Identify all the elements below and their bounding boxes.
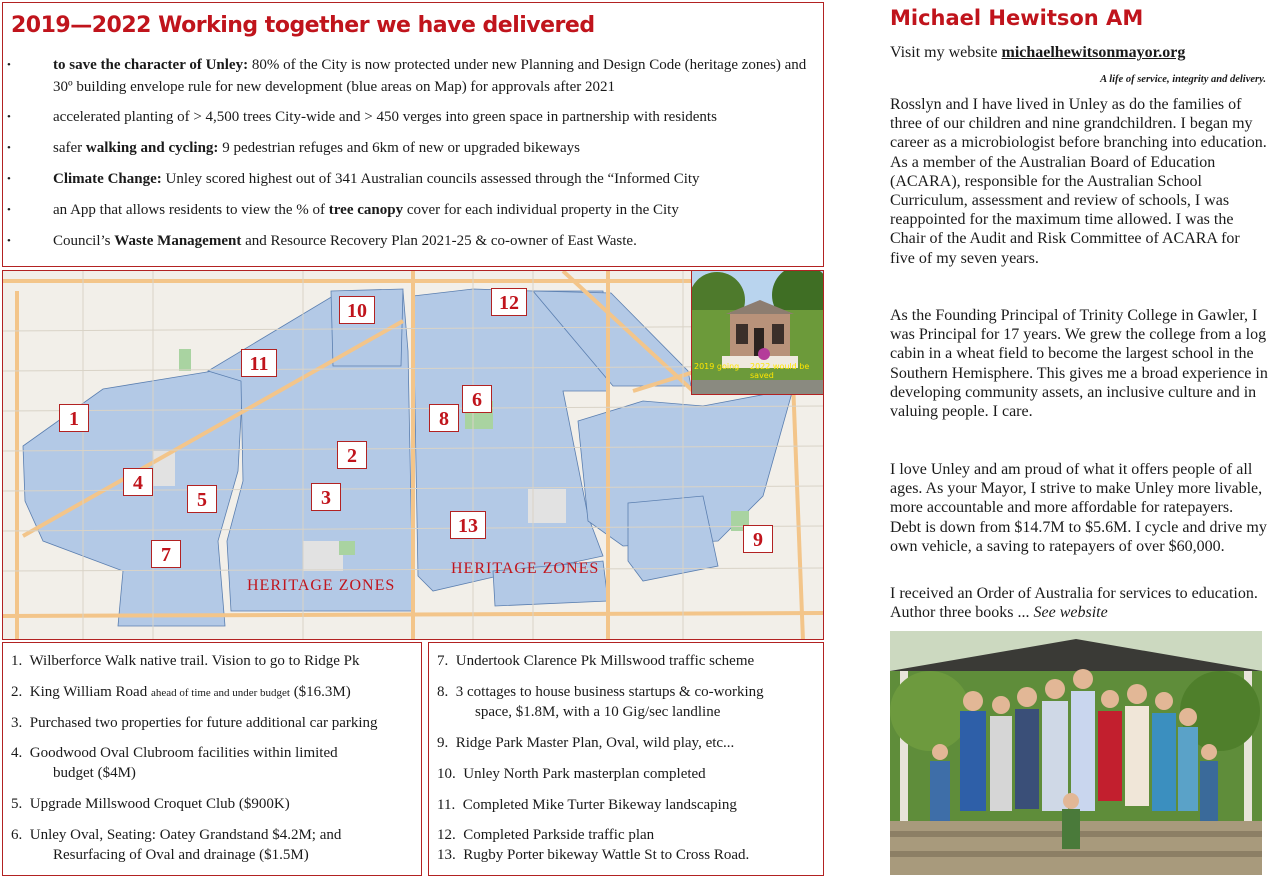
achievement-text: an App that allows residents to view the % of xyxy=(53,202,329,218)
inset-caption-after: 2022 would be saved xyxy=(750,362,810,380)
map-marker-2: 2 xyxy=(337,441,367,469)
bio-paragraph-2: As the Founding Principal of Trinity College in Gawler, I was Principal for 17 years. We grew the college from a log cabin in a wheat field to become the largest school in the Southern Hemisphere. This gives me a broad experience in developing community assets, an inclusive culture and in valuing people. I care. xyxy=(890,307,1268,421)
achievement-text: Council’s xyxy=(53,233,115,249)
family-photo-illustration xyxy=(890,631,1262,875)
cottage-photo-inset xyxy=(691,270,824,395)
achievement-lead: Climate Change: xyxy=(53,171,162,187)
project-item: 12. Completed Parkside traffic plan xyxy=(437,827,655,843)
bullet: • xyxy=(7,235,11,247)
candidate-profile xyxy=(884,0,1270,878)
bullet: • xyxy=(7,142,11,154)
tagline: A life of service, integrity and delivery. xyxy=(1100,74,1266,85)
achievement-text: cover for each individual property in the City xyxy=(403,202,679,218)
project-item: 5. Upgrade Millswood Croquet Club ($900K) xyxy=(11,796,290,812)
achievements-panel xyxy=(2,2,824,267)
bullet: • xyxy=(7,111,11,123)
projects-list-right xyxy=(428,642,824,876)
achievement-lead: Waste Management xyxy=(114,233,242,249)
achievement-lead: tree canopy xyxy=(328,202,404,218)
heritage-zone-label: HERITAGE ZONES xyxy=(451,560,600,577)
achievement-lead: to save the character of Unley: xyxy=(53,57,249,73)
project-item: 9. Ridge Park Master Plan, Oval, wild play, etc... xyxy=(437,735,735,751)
achievement-text: safer xyxy=(53,140,86,156)
bullet: • xyxy=(7,173,11,185)
achievements-title: 2019—2022 Working together we have delivered xyxy=(11,13,595,38)
bio-paragraph-3: I love Unley and am proud of what it offers people of all ages. As your Mayor, I strive to make Unley more livable, more accountable and more affordable for ratepayers. Debt is down from $14.7M to $5.6M. I cycle and drive my own vehicle, a saving to ratepayers of over $60,000. xyxy=(890,461,1267,555)
achievement-text: 9 pedestrian refuges and 6km of new or upgraded bikeways xyxy=(218,140,580,156)
project-item: 8. 3 cottages to house business startups & co-working space, $1.8M, with a 10 Gig/sec landline xyxy=(437,684,764,720)
projects-list-left xyxy=(2,642,422,876)
family-photo xyxy=(890,631,1262,875)
see-website-link[interactable]: See website xyxy=(1033,604,1108,622)
map-marker-4: 4 xyxy=(123,468,153,496)
map-marker-8: 8 xyxy=(429,404,459,432)
bullet: • xyxy=(7,204,11,216)
project-item: 3. Purchased two properties for future additional car parking xyxy=(11,715,378,731)
project-item: 11. Completed Mike Turter Bikeway landscaping xyxy=(437,797,737,813)
website-line: Visit my website michaelhewitsonmayor.org xyxy=(890,44,1186,61)
map-marker-11: 11 xyxy=(241,349,277,377)
map-marker-6: 6 xyxy=(462,385,492,413)
map-marker-5: 5 xyxy=(187,485,217,513)
bio-paragraph-4: I received an Order of Australia for services to education. Author three books ... See website xyxy=(890,585,1258,622)
website-link[interactable]: michaelhewitsonmayor.org xyxy=(1001,44,1186,61)
unley-heritage-map xyxy=(2,270,824,640)
achievement-text: Unley scored highest out of 341 Australian councils assessed through the “Informed City xyxy=(161,171,700,187)
project-item: 4. Goodwood Oval Clubroom facilities within limited budget ($4M) xyxy=(11,745,338,781)
achievement-text: and Resource Recovery Plan 2021-25 & co-owner of East Waste. xyxy=(241,233,637,249)
map-marker-13: 13 xyxy=(450,511,486,539)
achievement-text: 80% of the City is now protected under new Planning and Design Code (heritage zones) and 30º building envelope rule for new development (blue areas on Map) for approvals after 2021 xyxy=(53,57,807,95)
heritage-zone-label: HERITAGE ZONES xyxy=(247,577,396,594)
map-marker-7: 7 xyxy=(151,540,181,568)
inset-caption-before: 2019 going xyxy=(694,362,740,371)
map-marker-12: 12 xyxy=(491,288,527,316)
project-item: 2. King William Road ahead of time and under budget ($16.3M) xyxy=(11,684,351,700)
project-item: 7. Undertook Clarence Pk Millswood traffic scheme xyxy=(437,653,755,669)
project-item: 6. Unley Oval, Seating: Oatey Grandstand $4.2M; and Resurfacing of Oval and drainage ($1.5M) xyxy=(11,827,342,863)
bio-paragraph-1: Rosslyn and I have lived in Unley as do the families of three of our children and nine grandchildren. I began my career as a microbiologist before branching into education. As a member of the Australian Board of Education (ACARA), responsible for the Australian School Curriculum, assessment and review of schools, I was reappointed for the maximum time allowed. I was the Chair of the Audit and Risk Committee of ACARA for five of my seven years. xyxy=(890,96,1267,267)
bullet: • xyxy=(7,59,11,71)
map-marker-10: 10 xyxy=(339,296,375,324)
candidate-name: Michael Hewitson AM xyxy=(890,6,1144,30)
achievement-text: accelerated planting of > 4,500 trees City-wide and > 450 verges into green space in partnership with residents xyxy=(53,109,717,125)
map-marker-9: 9 xyxy=(743,525,773,553)
project-item: 13. Rugby Porter bikeway Wattle St to Cross Road. xyxy=(437,847,750,863)
achievement-lead: walking and cycling: xyxy=(85,140,219,156)
project-item: 10. Unley North Park masterplan completed xyxy=(437,766,706,782)
map-marker-3: 3 xyxy=(311,483,341,511)
project-item: 1. Wilberforce Walk native trail. Vision to go to Ridge Pk xyxy=(11,653,360,669)
map-marker-1: 1 xyxy=(59,404,89,432)
